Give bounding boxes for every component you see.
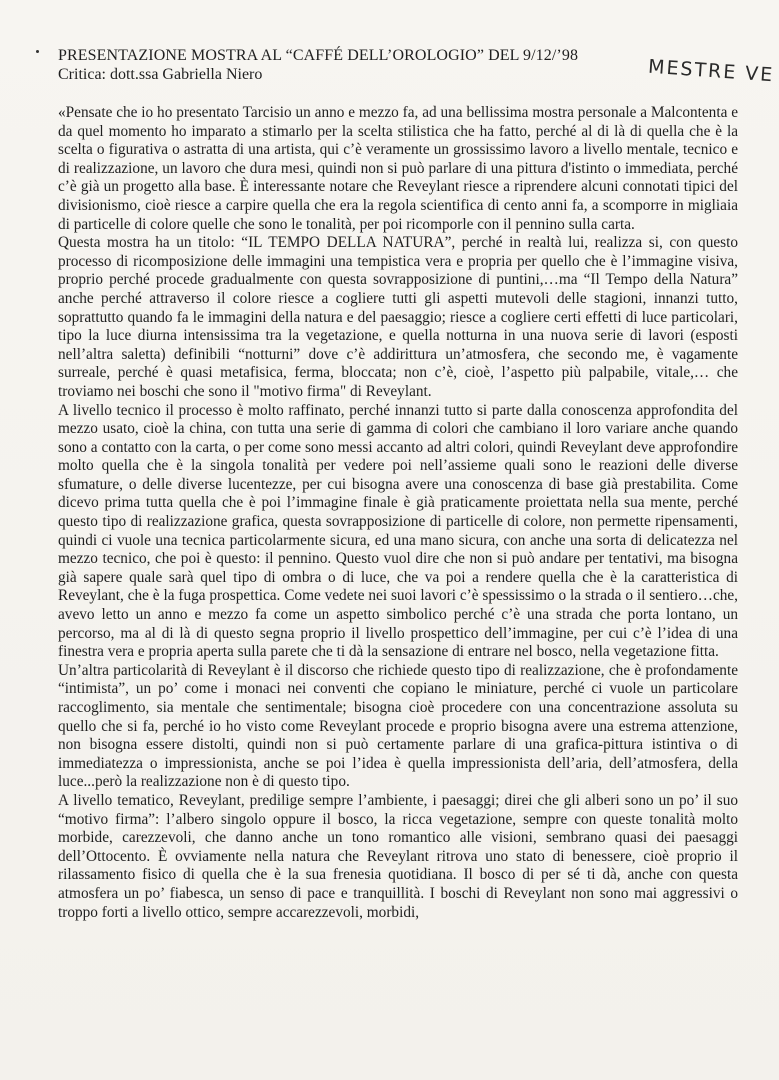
document-header	[58, 46, 618, 84]
paragraph-5: A livello tematico, Reveylant, predilige sempre l’ambiente, i paesaggi; direi che gli alberi sono un po’ il suo “motivo firma”: l’albero singolo oppure il bosco, la ricca vegetazione, sempre con queste tonalità molto morbide, carezzevoli, che danno anche un tono romantico alle visioni, sembrano quasi dei paesaggi dell’Ottocento. È ovviamente nella natura che Reveylant ritrova uno stato di benessere, cioè proprio il rilassamento fisico di quella che è la sua frenesia quotidiana. Il bosco di per sé ti dà, anche con questa atmosfera un po’ fiabesca, un senso di pace e tranquillità. I boschi di Reveylant non sono mai aggressivi o troppo forti a livello ottico, sempre accarezzevoli, morbidi,	[58, 791, 738, 921]
handwritten-note: MESTRE VE	[647, 55, 775, 87]
paragraph-2: Questa mostra ha un titolo: “IL TEMPO DELLA NATURA”, perché in realtà lui, realizza si, con questo processo di ricomposizione delle immagini una tempistica vera e propria per quello che è l’immagine visiva, proprio perché procede gradualmente con questa sovrapposizione di puntini,…ma “Il Tempo della Natura” anche perché attraverso il colore riesce a cogliere tutti gli aspetti mutevoli delle stagioni, innanzi tutto, soprattutto quando fa le immagini della natura e del paesaggio; riesce a cogliere certi effetti di luce particolari, tipo la luce diurna intensissima tra la vegetazione, e quella notturna in una nuova serie di lavori (esposti nell’altra saletta) definibili “notturni” dove c’è addirittura un’atmosfera, che secondo me, è vagamente surreale, perché è quasi metafisica, ferma, bloccata; non c’è, cioè, l’aspetto più palpabile, vitale,… che troviamo nei boschi che sono il "motivo firma" di Reveylant.	[58, 234, 738, 400]
critic-line: Critica: dott.ssa Gabriella Niero	[58, 66, 263, 83]
document-title: PRESENTAZIONE MOSTRA AL “CAFFÉ DELL’OROLOGIO” DEL 9/12/’98	[58, 47, 579, 64]
paragraph-3: A livello tecnico il processo è molto raffinato, perché innanzi tutto si parte dalla conoscenza approfondita del mezzo usato, cioè la china, con tutta una serie di gamma di colori che cambiano il loro variare anche quando sono a contatto con la carta, o per come sono messi accanto ad altri colori, quindi Reveylant deve approfondire molto quella che è la singola tonalità per vedere poi nell’assieme quali sono le reazioni delle diverse sfumature, o delle diverse lucentezze, per cui bisogna avere una conoscenza di base già prestabilita. Come dicevo prima tutta quella che è poi l’immagine finale è già praticamente proiettata nella sua mente, perché questo tipo di realizzazione grafica, questa sovrapposizione di particelle di colore, non permette ripensamenti, quindi ci vuole una tecnica particolarmente sicura, ed una mano sicura, con anche una sorta di delicatezza nel mezzo tecnico, che poi è questo: il pennino. Questo vuol dire che non si può andare per tentativi, ma bisogna già sapere quale sarà quel tipo di ombra o di luce, che va poi a rendere quella che è la caratteristica di Reveylant, che è la fuga prospettica. Come vedete nei suoi lavori c’è spessissimo o la strada o il sentiero…che, avevo letto un anno e mezzo fa come un aspetto simbolico perché c’è una strada che porta lontano, un percorso, ma al di là di questo segna proprio il livello prospettico dell’immagine, per cui c’è l’idea di una finestra vera e propria aperta sulla parete che ti dà la sensazione di entrare nel bosco, nella vegetazione fitta.	[58, 401, 738, 661]
paragraph-4: Un’altra particolarità di Reveylant è il discorso che richiede questo tipo di realizzazione, che è profondamente “intimista”, un po’ come i monaci nei conventi che copiano le miniature, perché ci vuole un particolare raccoglimento, sia mentale che sentimentale; bisogna cioè procedere con una concentrazione assoluta su quello che si fa, perché io ho visto come Reveylant procede e proprio bisogna avere una estrema attenzione, non bisogna essere distolti, quindi non si può certamente parlare di una grafica-pittura istintiva o di immediatezza o impressionista, anche se poi l’idea è quella impressionista dell’aria, dell’atmosfera, della luce...però la realizzazione non è di questo tipo.	[58, 661, 738, 791]
document-body	[58, 104, 738, 922]
paragraph-1: «Pensate che io ho presentato Tarcisio un anno e mezzo fa, ad una bellissima mostra personale a Malcontenta e da quel momento ho imparato a stimarlo per la scelta stilistica che ha fatto, perché al di là di quella che è la scelta o figurativa o astratta di una artista, qui c’è veramente un grossissimo lavoro a livello mentale, tecnico e di realizzazione, un lavoro che dura mesi, quindi non si può parlare di una pittura d'istinto o immediata, perché c’è già un progetto alla base. È interessante notare che Reveylant riesce a riprendere alcuni connotati tipici del divisionismo, cioè riesce a carpire quella che era la regola scientifica di cento anni fa, a scomporre in migliaia di particelle di colore quelle che sono le tonalità, per poi ricomporle con il pennino sulla carta.	[58, 104, 738, 233]
scan-mark	[36, 50, 39, 53]
